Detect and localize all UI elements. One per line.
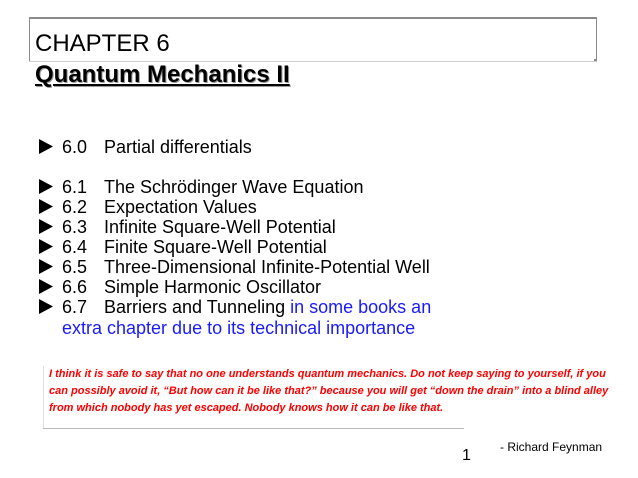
item-text: Expectation Values: [104, 197, 257, 217]
chapter-subtitle: Quantum Mechanics II: [35, 61, 290, 88]
title-frame-top: [29, 17, 597, 19]
square-arrow-bullet-icon: [38, 238, 54, 259]
item-text: Barriers and Tunneling: [104, 297, 286, 317]
quote-left-divider: [43, 366, 44, 429]
item-number: 6.5: [62, 257, 88, 277]
title-frame-tick: [594, 59, 597, 61]
feynman-quote: I think it is safe to say that no one understands quantum mechanics. Do not keep saying to yourself, if you can possibly avoid it, “But how can it be like that?” because you will get “down the drain” into a blind alley from which nobody has yet escaped. Nobody knows how it can be like that.: [49, 368, 609, 414]
square-arrow-bullet-icon: [38, 298, 54, 319]
item-text: Partial differentials: [104, 137, 252, 157]
square-arrow-bullet-icon: [38, 218, 54, 239]
square-arrow-bullet-icon: [38, 138, 54, 159]
chapter-title: CHAPTER 6: [35, 30, 170, 57]
item-number: 6.2: [62, 197, 88, 217]
square-arrow-bullet-icon: [38, 278, 54, 299]
item-number: 6.0: [62, 137, 88, 157]
square-arrow-bullet-icon: [38, 258, 54, 279]
square-arrow-bullet-icon: [38, 178, 54, 199]
square-arrow-bullet-icon: [38, 198, 54, 219]
title-frame-right: [596, 17, 597, 61]
item-number: 6.7: [62, 297, 88, 317]
quote-divider: [43, 428, 464, 429]
technical-note-line-2: extra chapter due to its technical importance: [62, 318, 416, 338]
item-number: 6.4: [62, 237, 88, 257]
item-text: Simple Harmonic Oscillator: [104, 277, 322, 297]
quote-attribution: - Richard Feynman: [500, 440, 603, 454]
item-text: Infinite Square-Well Potential: [104, 217, 336, 237]
item-number: 6.1: [62, 177, 88, 197]
item-number: 6.3: [62, 217, 88, 237]
technical-note-line-1: in some books an: [290, 297, 432, 317]
item-text: Three-Dimensional Infinite-Potential Well: [104, 257, 430, 277]
item-text: Finite Square-Well Potential: [104, 237, 327, 257]
item-number: 6.6: [62, 277, 88, 297]
title-frame-left: [29, 17, 30, 62]
item-text: The Schrödinger Wave Equation: [104, 177, 364, 197]
page-number: 1: [462, 447, 471, 464]
